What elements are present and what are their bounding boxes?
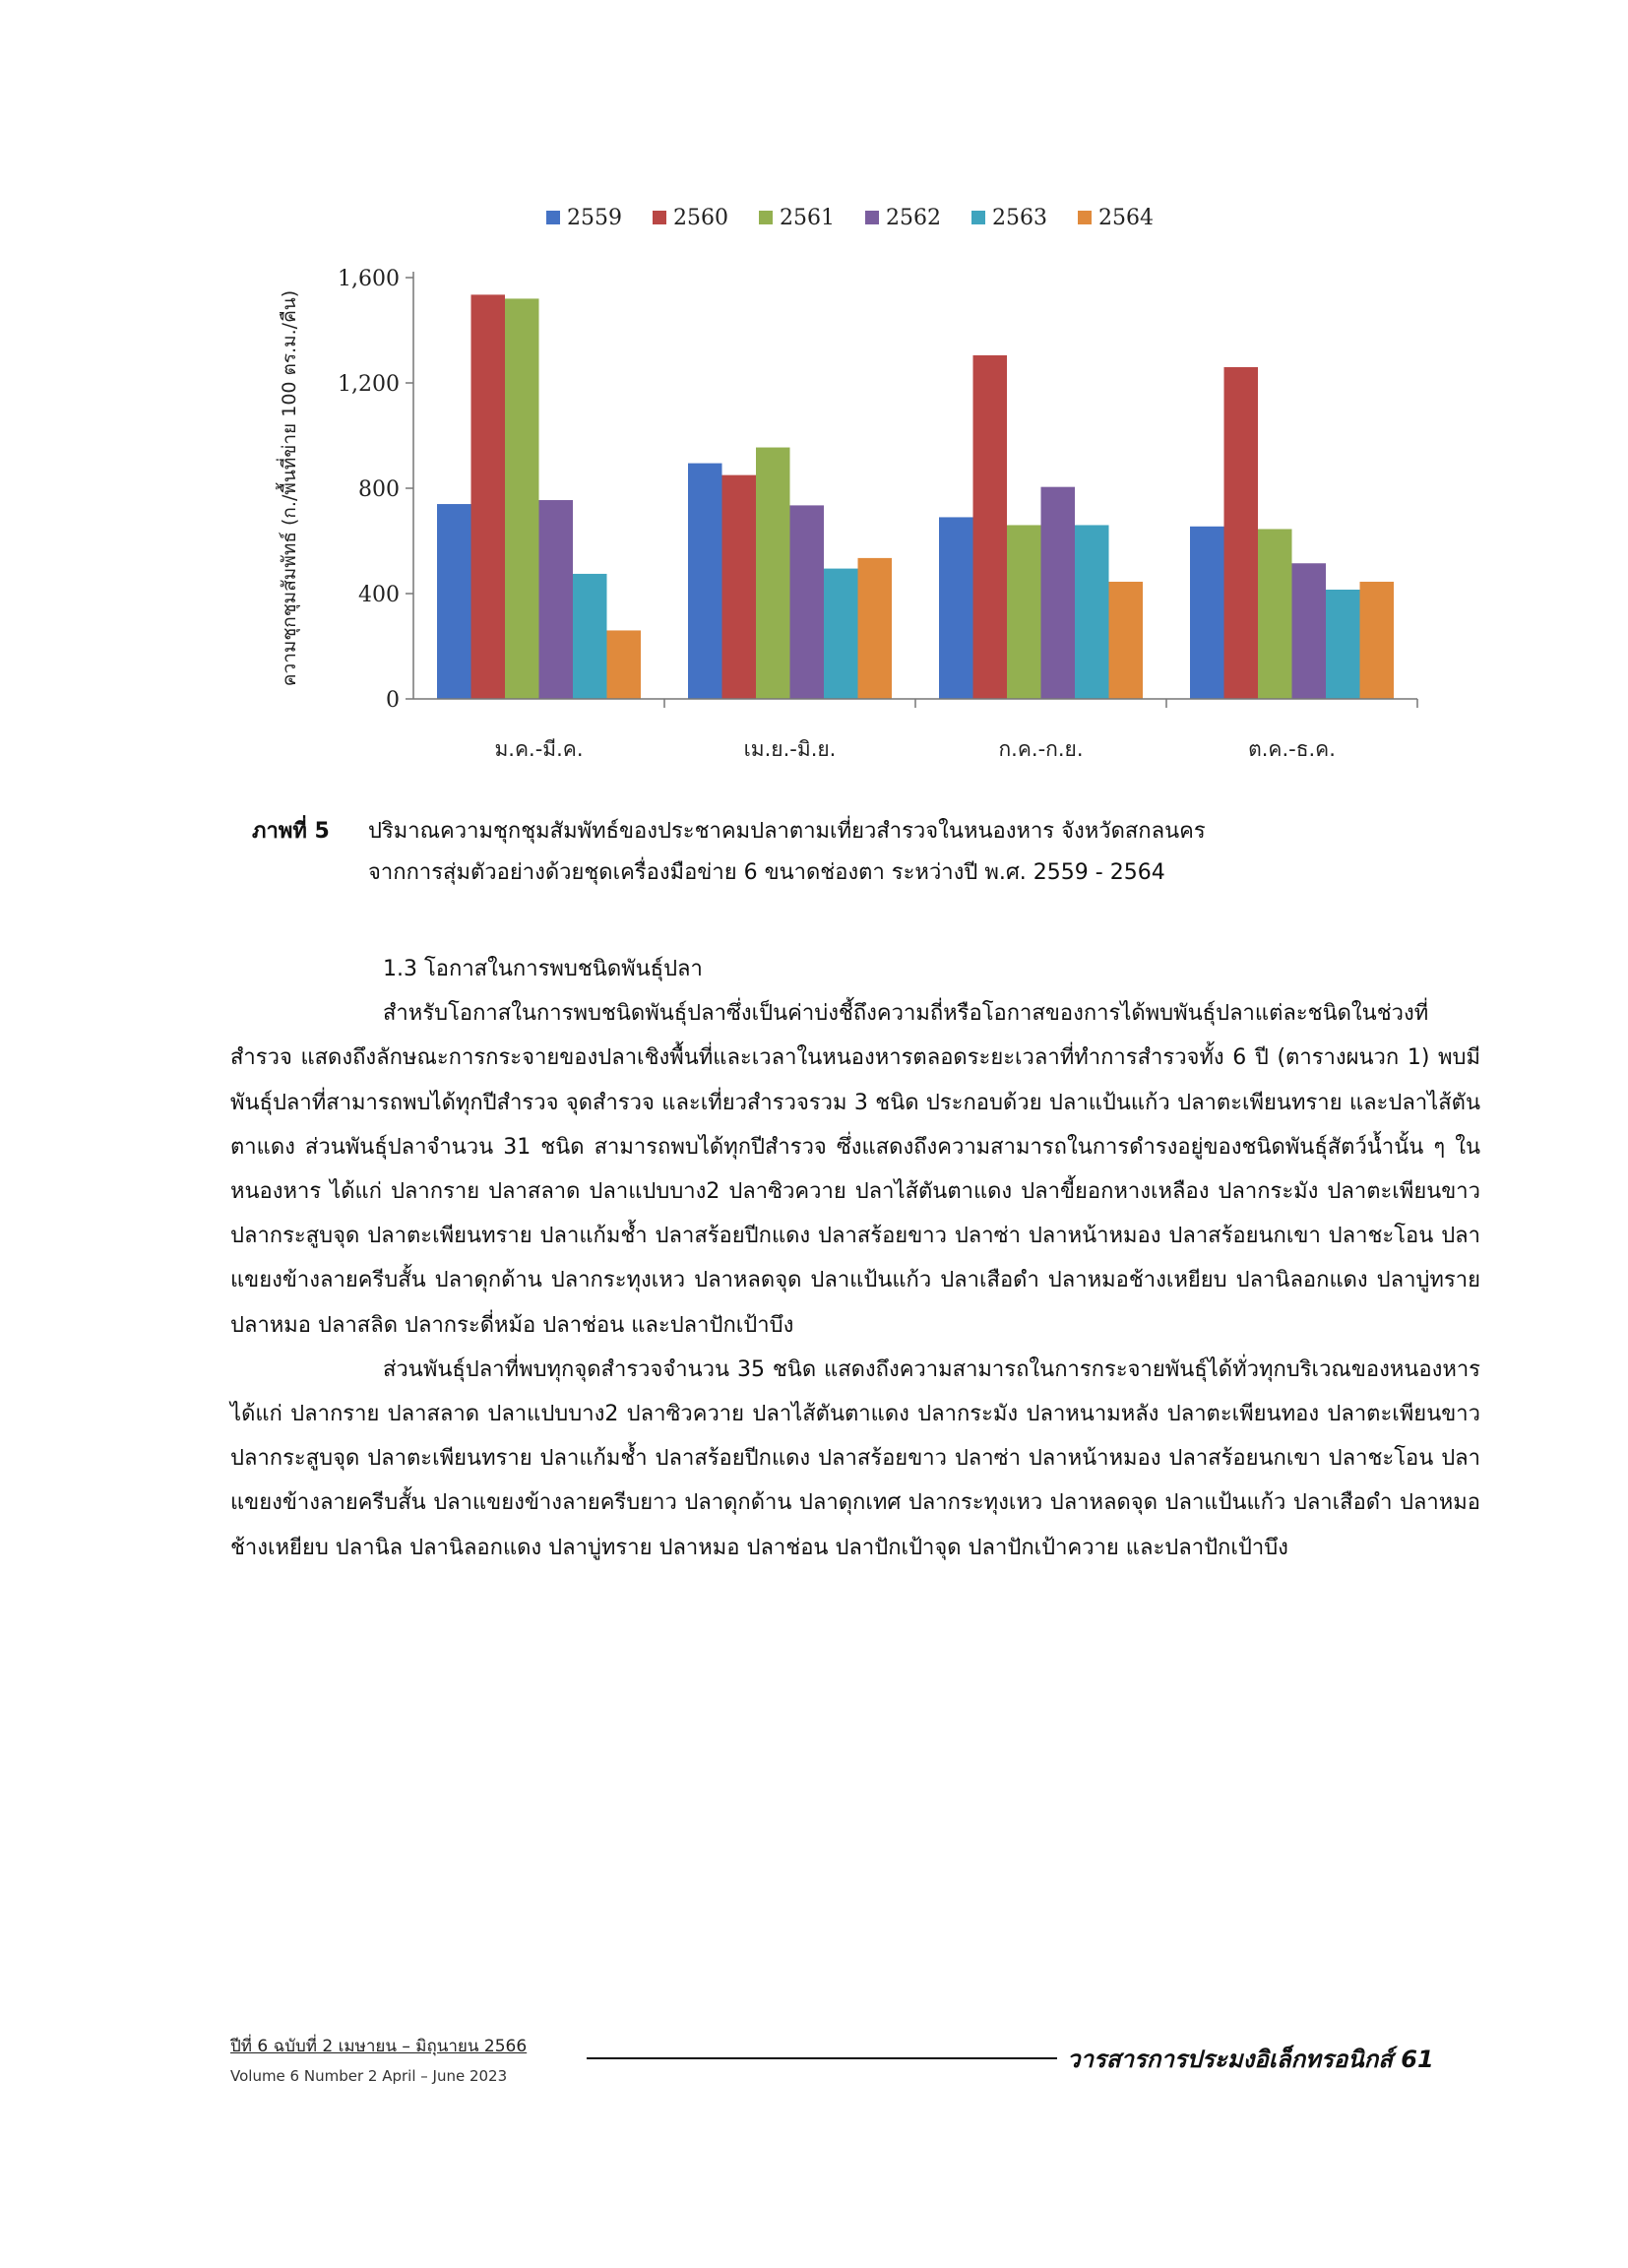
x-category-label: ก.ค.-ก.ย. — [998, 737, 1084, 761]
bar-2563-4 — [1326, 590, 1360, 699]
bar-2561-2 — [756, 448, 790, 699]
bar-2562-2 — [790, 505, 825, 699]
footer-divider — [587, 2057, 1057, 2059]
bar-2559-4 — [1190, 527, 1224, 699]
chart-legend — [546, 206, 1154, 230]
figure-caption — [252, 811, 1482, 894]
y-tick-label: 1,200 — [338, 372, 400, 397]
bar-2560-4 — [1224, 367, 1259, 699]
paragraph-2: ส่วนพันธุ์ปลาที่พบทุกจุดสำรวจจำนวน 35 ชนิด แสดงถึงความสามารถในการกระจายพันธุ์ได้ทั่วทุกบริเวณของหนองหาร ได้แก่ ปลากราย ปลาสลาด ปลาแปบบาง2 ปลาซิวควาย ปลาไส้ตันตาแดง ปลากระมัง ปลาหนามหลัง ปลาตะเพียนทอง ปลาตะเพียนขาว ปลากระสูบจุด ปลาตะเพียนทราย ปลาแก้มช้ำ ปลาสร้อยปีกแดง ปลาสร้อยขาว ปลาซ่า ปลาหน้าหมอง ปลาสร้อยนกเขา ปลาชะโอน ปลาแขยงข้างลายครีบสั้น ปลาแขยงข้างลายครีบยาว ปลาดุกด้าน ปลาดุกเทศ ปลากระทุงเหว ปลาหลดจุด ปลาแป้นแก้ว ปลาเสือดำ ปลาหมอช้างเหยียบ ปลานิล ปลานิลอกแดง ปลาบู่ทราย ปลาหมอ ปลาช่อน ปลาปักเป้าจุด ปลาปักเป้าควาย และปลาปักเป้าบึง — [230, 1356, 1480, 1560]
bar-2561-4 — [1258, 529, 1292, 699]
footer-journal-page — [1067, 2040, 1434, 2078]
y-axis-label: ความชุกชุมสัมพัทธ์ (ก./พื้นที่ข่าย 100 ตร.ม./คืน) — [279, 289, 300, 687]
journal-name: วารสารการประมงอิเล็กทรอนิกส์ — [1067, 2046, 1393, 2073]
bar-2562-1 — [539, 500, 574, 699]
paragraph-1: สำหรับโอกาสในการพบชนิดพันธุ์ปลาซึ่งเป็นค่าบ่งชี้ถึงความถี่หรือโอกาสของการได้พบพันธุ์ปลาแต่ละชนิดในช่วงที่สำรวจ แสดงถึงลักษณะการกระจายของปลาเชิงพื้นที่และเวลาในหนองหารตลอดระยะเวลาที่ทำการสำรวจทั้ง 6 ปี (ตารางผนวก 1) พบมีพันธุ์ปลาที่สามารถพบได้ทุกปีสำรวจ จุดสำรวจ และเที่ยวสำรวจรวม 3 ชนิด ประกอบด้วย ปลาแป้นแก้ว ปลาตะเพียนทราย และปลาไส้ตันตาแดง ส่วนพันธุ์ปลาจำนวน 31 ชนิด สามารถพบได้ทุกปีสำรวจ ซึ่งแสดงถึงความสามารถในการดำรงอยู่ของชนิดพันธุ์สัตว์น้ำนั้น ๆ ในหนองหาร ได้แก่ ปลากราย ปลาสลาด ปลาแปบบาง2 ปลาซิวควาย ปลาไส้ตันตาแดง ปลาขี้ยอกหางเหลือง ปลากระมัง ปลาตะเพียนขาว ปลากระสูบจุด ปลาตะเพียนทราย ปลาแก้มช้ำ ปลาสร้อยปีกแดง ปลาสร้อยขาว ปลาซ่า ปลาหน้าหมอง ปลาสร้อยนกเขา ปลาชะโอน ปลาแขยงข้างลายครีบสั้น ปลาดุกด้าน ปลากระทุงเหว ปลาหลดจุด ปลาแป้นแก้ว ปลาเสือดำ ปลาหมอช้างเหยียบ ปลานิลอกแดง ปลาบู่ทราย ปลาหมอ ปลาสลิด ปลากระดี่หม้อ ปลาช่อน และปลาปักเป้าบึง — [230, 1001, 1480, 1338]
y-tick-label: 800 — [358, 477, 400, 502]
bar-2563-2 — [824, 569, 858, 699]
y-tick-label: 400 — [358, 583, 400, 607]
y-tick-label: 1,600 — [338, 267, 400, 291]
bar-2564-3 — [1109, 582, 1144, 699]
x-category-label: ต.ค.-ธ.ค. — [1248, 737, 1336, 761]
bar-2559-2 — [688, 464, 722, 699]
footer-issue-thai: ปีที่ 6 ฉบับที่ 2 เมษายน – มิถุนายน 2566 — [230, 2037, 528, 2056]
legend-label-2562: 2562 — [886, 206, 941, 230]
bar-2564-2 — [858, 558, 893, 699]
bar-2562-3 — [1041, 487, 1076, 699]
legend-swatch-2562 — [865, 211, 879, 224]
legend-swatch-2563 — [971, 211, 985, 224]
bar-2563-1 — [573, 574, 607, 699]
chart-bars — [437, 294, 1394, 699]
footer-issue-info — [230, 2032, 527, 2091]
x-axis-labels — [494, 737, 1335, 761]
legend-label-2560: 2560 — [673, 206, 728, 230]
bar-2564-4 — [1360, 582, 1395, 699]
footer-volume-english: Volume 6 Number 2 April – June 2023 — [230, 2067, 508, 2085]
legend-label-2559: 2559 — [567, 206, 622, 230]
y-tick-label: 0 — [386, 688, 400, 713]
caption-line-1: ปริมาณความชุกชุมสัมพัทธ์ของประชาคมปลาตามเที่ยวสำรวจในหนองหาร จังหวัดสกลนคร — [368, 819, 1206, 844]
bar-2560-2 — [722, 475, 757, 699]
article-body — [230, 947, 1480, 1570]
legend-swatch-2564 — [1078, 211, 1092, 224]
legend-swatch-2561 — [759, 211, 773, 224]
page-number: 61 — [1401, 2046, 1434, 2073]
bar-2563-3 — [1075, 525, 1109, 699]
caption-line-2: จากการสุ่มตัวอย่างด้วยชุดเครื่องมือข่าย 6 ขนาดช่องตา ระหว่างปี พ.ศ. 2559 - 2564 — [368, 860, 1165, 885]
bar-2560-3 — [973, 355, 1008, 699]
relative-abundance-chart — [236, 187, 1467, 807]
bar-2560-1 — [471, 294, 506, 699]
y-axis-ticks — [338, 267, 413, 713]
bar-2559-3 — [939, 517, 973, 699]
bar-2564-1 — [607, 630, 642, 699]
section-subheading: 1.3 โอกาสในการพบชนิดพันธุ์ปลา — [383, 957, 703, 981]
bar-2561-3 — [1007, 525, 1041, 699]
caption-label: ภาพที่ 5 — [252, 819, 330, 844]
legend-label-2564: 2564 — [1098, 206, 1154, 230]
legend-swatch-2559 — [546, 211, 560, 224]
bar-2559-1 — [437, 504, 471, 699]
x-category-label: เม.ย.-มิ.ย. — [743, 737, 837, 761]
legend-label-2563: 2563 — [992, 206, 1047, 230]
legend-swatch-2560 — [653, 211, 666, 224]
bar-2561-1 — [505, 298, 539, 699]
x-category-label: ม.ค.-มี.ค. — [494, 737, 584, 761]
legend-label-2561: 2561 — [780, 206, 835, 230]
bar-2562-4 — [1292, 563, 1327, 699]
